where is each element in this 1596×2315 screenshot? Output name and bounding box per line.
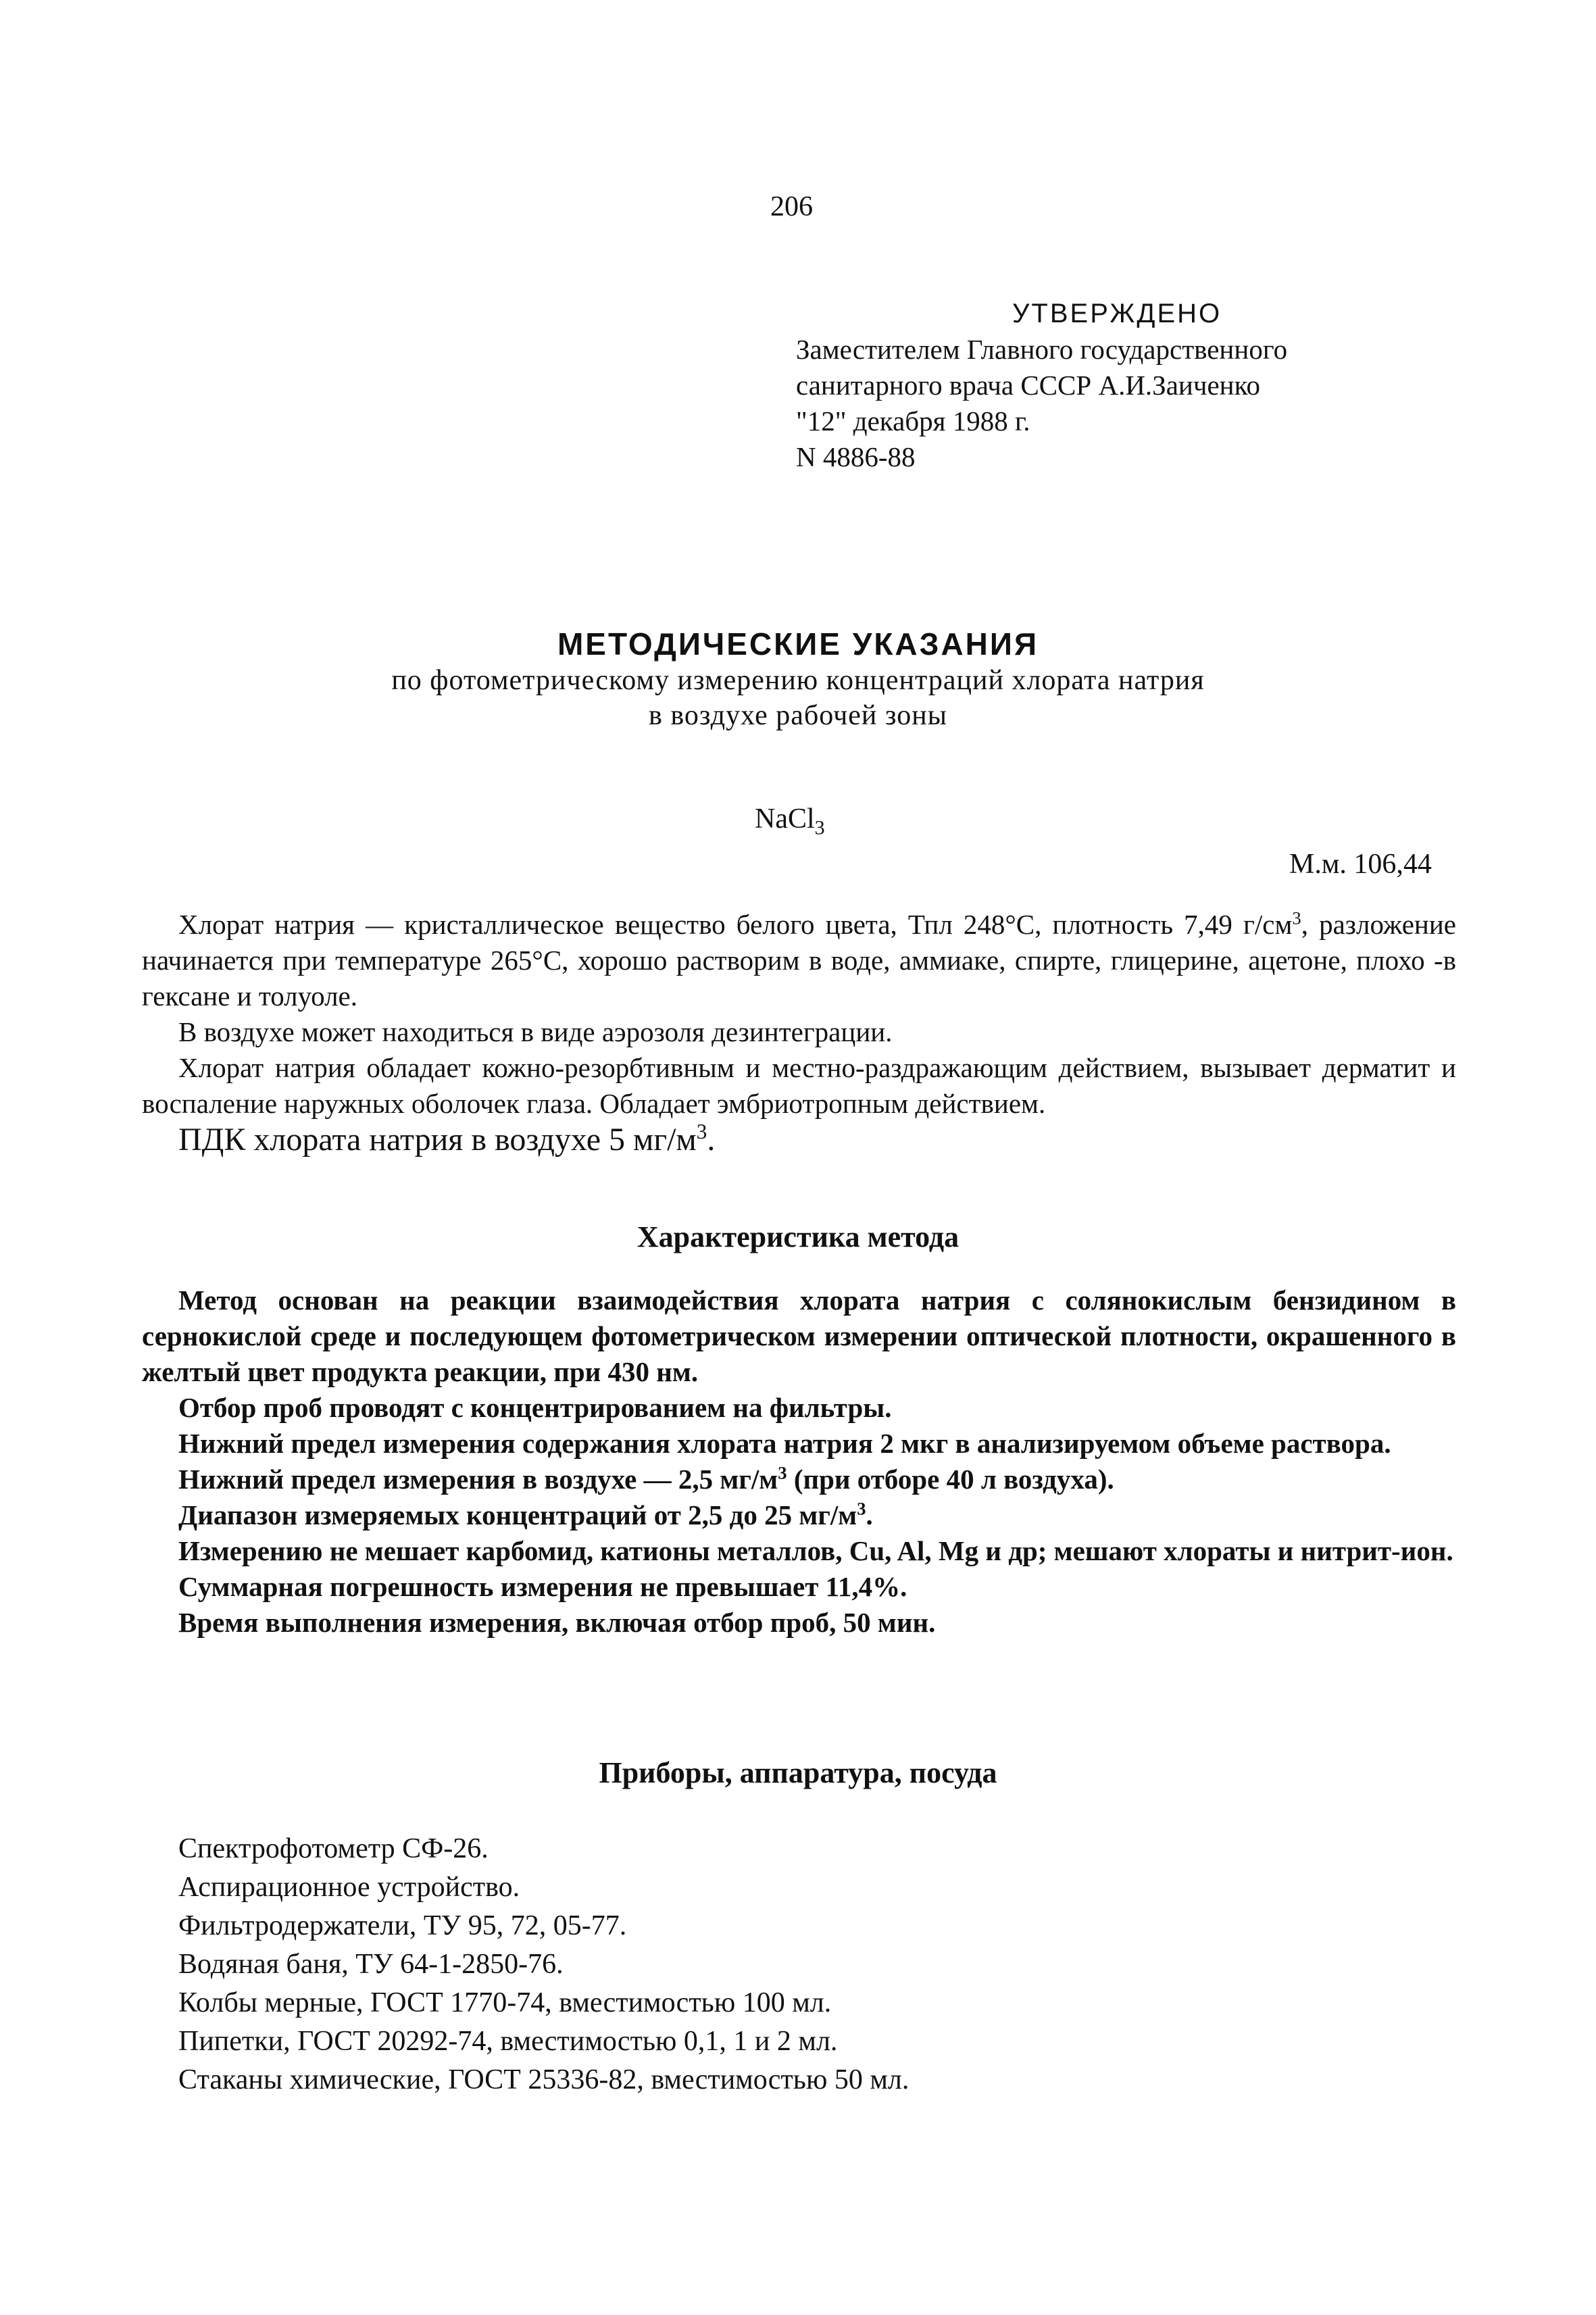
equipment-heading: Приборы, аппаратура, посуда [599,1756,997,1789]
document-subtitle-2: в воздухе рабочей зоны [649,700,947,731]
molecular-mass: М.м. 106,44 [1289,849,1432,880]
document-title-block [0,625,1596,733]
approved-label: УТВЕРЖДЕНО [1012,299,1222,328]
formula-base: NaCl [755,803,815,835]
method-paragraph-5 [142,1497,1456,1533]
formula-subscript: 3 [814,816,825,839]
method-paragraph-4 [142,1462,1456,1497]
equipment-item: Аспирационное устройство. [178,1872,520,1903]
intro-p1-superscript: 3 [1292,907,1301,928]
intro-p1-text-a: Хлорат натрия — кристаллическое вещество белого цвета, Тпл 248°С, плотность 7,49 г/см [178,909,1293,940]
method-section [142,1283,1456,1641]
intro-paragraph-2: В воздухе может находиться в виде аэрозоля дезинтеграции. [178,1016,893,1047]
method-p5-text-b: . [866,1499,873,1530]
document-subtitle-1: по фотометрическому измерению концентраций хлората натрия [391,665,1205,696]
method-paragraph-1: Метод основан на реакции взаимодействия хлората натрия с солянокислым бензидином в сернокислой среде и последующем фотометрическом измерении оптической плотности, окрашенного в желтый цвет продукта реакции, при 430 нм. [142,1285,1456,1387]
equipment-item: Пипетки, ГОСТ 20292-74, вместимостью 0,1, 1 и 2 мл. [178,2026,838,2057]
approval-stamp [796,296,1287,475]
equipment-item: Фильтродержатели, ТУ 95, 72, 05-77. [178,1910,627,1941]
approval-line-1: Заместителем Главного государственного [796,334,1288,365]
equipment-list [178,1830,909,2099]
equipment-item: Стаканы химические, ГОСТ 25336-82, вместимостью 50 мл. [178,2064,909,2095]
document-title: МЕТОДИЧЕСКИЕ УКАЗАНИЯ [557,626,1039,662]
equipment-item: Спектрофотометр СФ-26. [178,1833,489,1864]
pdk-period: . [707,1122,716,1158]
method-p5-text-a: Диапазон измеряемых концентраций от 2,5 до 25 мг/м [178,1499,857,1530]
approval-number: N 4886-88 [796,441,916,472]
pdk-superscript: 3 [696,1120,707,1143]
intro-section [142,907,1456,1158]
method-p4-text-a: Нижний предел измерения в воздухе — 2,5 мг/м [178,1464,778,1495]
approval-line-2: санитарного врача СССР А.И.Заиченко [796,370,1260,401]
method-paragraph-6: Измерению не мешает карбомид, катионы металлов, Cu, Al, Mg и др; мешают хлораты и нитрит-ион. [178,1535,1453,1566]
equipment-item: Колбы мерные, ГОСТ 1770-74, вместимостью 100 мл. [178,1987,832,2018]
pdk-paragraph [142,1122,1456,1158]
chemical-formula [755,803,825,839]
method-paragraph-3: Нижний предел измерения содержания хлората натрия 2 мкг в анализируемом объеме раствора. [178,1428,1391,1459]
intro-paragraph-1 [142,907,1456,1014]
method-p4-superscript: 3 [778,1462,787,1483]
intro-paragraph-3: Хлорат натрия обладает кожно-резорбтивным и местно-раздражающим действием, вызывает дерматит и воспаление наружных оболочек глаза. Обладает эмбриотропным действием. [142,1052,1456,1119]
equipment-item: Водяная баня, ТУ 64-1-2850-76. [178,1949,564,1980]
method-p5-superscript: 3 [857,1498,866,1519]
method-heading: Характеристика метода [637,1220,959,1253]
approval-date: "12" декабря 1988 г. [796,405,1030,437]
method-paragraph-2: Отбор проб проводят с концентрированием на фильтры. [178,1392,892,1423]
intro-p1-text-b: , разложение начинается при температуре 265°С, хорошо растворим в воде, аммиаке, спирте, глицерине, ацетоне, плохо -в гексане и толуоле. [142,909,1456,1012]
method-paragraph-7: Суммарная погрешность измерения не превышает 11,4%. [178,1571,907,1602]
method-p4-text-b: (при отборе 40 л воздуха). [787,1464,1114,1495]
page-number: 206 [770,191,813,222]
method-paragraph-8: Время выполнения измерения, включая отбор проб, 50 мин. [178,1607,936,1638]
pdk-text: ПДК хлората натрия в воздухе 5 мг/м [178,1122,697,1158]
